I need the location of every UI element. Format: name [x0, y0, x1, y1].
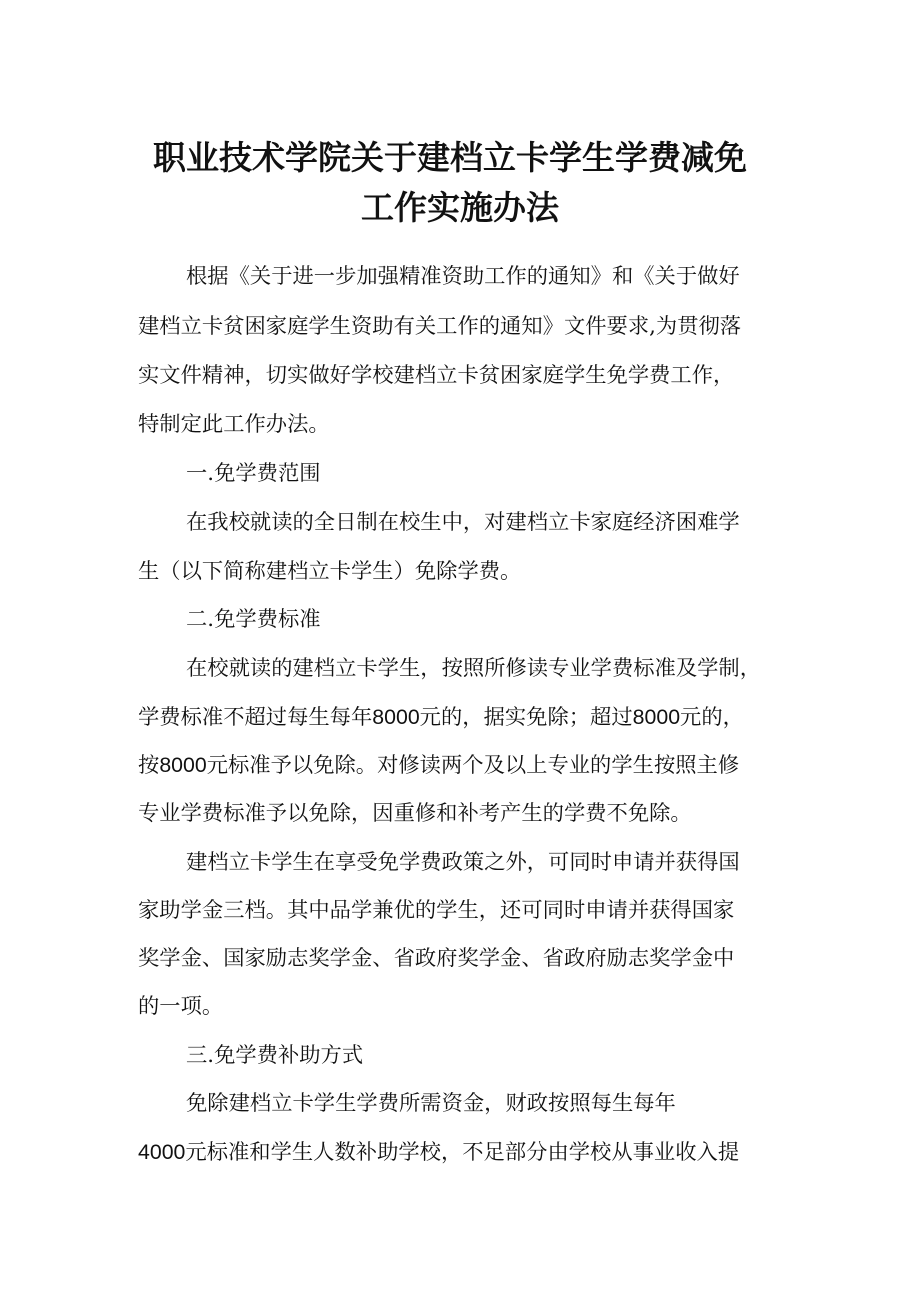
paragraph-1-line-2: 建档立卡贫困家庭学生资助有关工作的通知》文件要求,为贯彻落	[138, 314, 742, 339]
paragraph-4-line-3: 奖学金、国家励志奖学金、省政府奖学金、省政府励志奖学金中	[138, 946, 735, 971]
paragraph-3-line-1: 在校就读的建档立卡学生，按照所修读专业学费标准及学制，	[186, 656, 762, 681]
paragraph-2-line-2: 生（以下简称建档立卡学生）免除学费。	[138, 559, 522, 584]
paragraph-5-line-1: 免除建档立卡学生学费所需资金，财政按照每生每年	[186, 1091, 676, 1116]
amount-number: 8000	[632, 705, 681, 729]
paragraph-3-line-3	[138, 750, 798, 781]
paragraph-2-line-1: 在我校就读的全日制在校生中，对建档立卡家庭经济困难学	[186, 510, 740, 535]
section-heading-2: 二.免学费标准	[186, 607, 321, 632]
paragraph-3-text-segment: 元的，据实免除；超过	[419, 705, 633, 730]
paragraph-3-text-segment: 按	[138, 753, 160, 778]
paragraph-1-line-1: 根据《关于进一步加强精准资助工作的通知》和《关于做好	[186, 264, 740, 289]
paragraph-3-line-2	[138, 702, 798, 733]
paragraph-4-line-2: 家助学金三档。其中品学兼优的学生，还可同时申请并获得国家	[138, 898, 735, 923]
paragraph-4-line-4: 的一项。	[138, 994, 224, 1019]
amount-number: 8000	[159, 753, 207, 777]
paragraph-5-text-segment: 元标准和学生人数补助学校，不足部分由学校从事业收入提	[185, 1140, 740, 1165]
paragraph-1-line-4: 特制定此工作办法。	[138, 412, 330, 437]
document-title-line-2: 工作实施办法	[361, 188, 559, 227]
amount-number: 4000	[138, 1140, 186, 1164]
paragraph-3-line-4: 专业学费标准予以免除，因重修和补考产生的学费不免除。	[138, 801, 692, 826]
paragraph-3-text-segment: 元标准予以免除。对修读两个及以上专业的学生按照主修	[206, 753, 740, 778]
paragraph-4-line-1: 建档立卡学生在享受免学费政策之外，可同时申请并获得国	[186, 850, 740, 875]
paragraph-5-line-2	[138, 1137, 798, 1168]
section-heading-1: 一.免学费范围	[186, 461, 321, 486]
paragraph-3-text-segment: 元的，	[680, 705, 744, 730]
paragraph-3-text-segment: 学费标准不超过每生每年	[138, 705, 373, 730]
document-title-line-1: 职业技术学院关于建档立卡学生学费减免	[153, 138, 747, 177]
section-heading-3: 三.免学费补助方式	[186, 1043, 364, 1068]
amount-number: 8000	[372, 705, 420, 729]
paragraph-1-line-3: 实文件精神，切实做好学校建档立卡贫困家庭学生免学费工作，	[138, 363, 735, 388]
